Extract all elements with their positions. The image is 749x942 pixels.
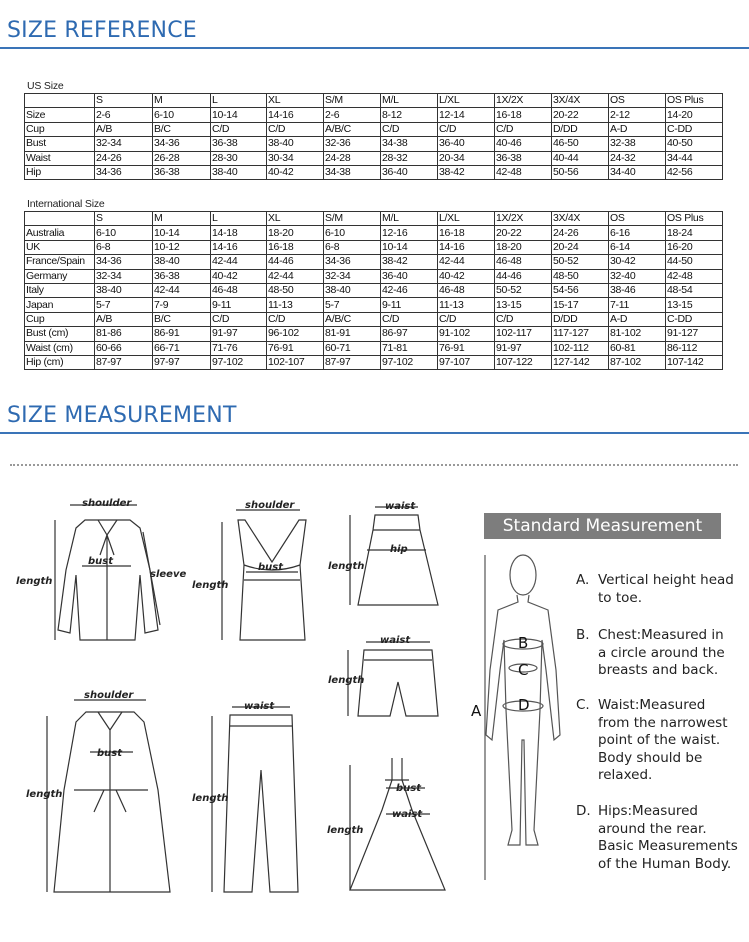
table-row: [25, 255, 723, 269]
table-row-label: Bust (cm): [25, 327, 95, 341]
table-row: [25, 283, 723, 297]
table-header-cell: M: [153, 94, 211, 108]
table-header-cell: L: [211, 212, 267, 226]
note-line: from the narrowest: [598, 714, 728, 731]
table-cell: C/D: [381, 312, 438, 326]
table-cell: 28-30: [211, 151, 267, 165]
size-measurement-title: SIZE MEASUREMENT: [7, 403, 237, 428]
shirt-shoulder-label: shoulder: [82, 498, 132, 509]
table-cell: 86-112: [666, 341, 723, 355]
table-cell: 60-66: [95, 341, 153, 355]
table-cell: 46-50: [552, 137, 609, 151]
table-header-cell: S: [95, 212, 153, 226]
table-cell: 40-42: [211, 269, 267, 283]
size-reference-title: SIZE REFERENCE: [7, 18, 197, 43]
table-row-label: Germany: [25, 269, 95, 283]
table-cell: 13-15: [666, 298, 723, 312]
trousers-illustration: [192, 701, 298, 892]
shirt-illustration: [16, 498, 186, 640]
table-row: [25, 355, 723, 369]
table-header-cell: S/M: [324, 94, 381, 108]
shirt-bust-label: bust: [88, 556, 114, 567]
table-cell: 46-48: [211, 283, 267, 297]
table-cell: A-D: [609, 312, 666, 326]
dress-waist-label: waist: [392, 809, 423, 820]
table-cell: C/D: [495, 312, 552, 326]
note-a: [576, 572, 746, 607]
table-header-cell: [25, 212, 95, 226]
table-cell: 8-12: [381, 108, 438, 122]
table-cell: 24-26: [95, 151, 153, 165]
table-cell: 5-7: [324, 298, 381, 312]
table-cell: 42-44: [267, 269, 324, 283]
table-cell: C-DD: [666, 122, 723, 136]
table-cell: 9-11: [211, 298, 267, 312]
table-cell: 87-97: [95, 355, 153, 369]
table-cell: 42-44: [153, 283, 211, 297]
table-row: [25, 122, 723, 136]
skirt-illustration: [328, 501, 438, 605]
table-cell: 36-38: [153, 165, 211, 179]
table-cell: 50-52: [552, 255, 609, 269]
table-cell: 38-46: [609, 283, 666, 297]
table-cell: 28-32: [381, 151, 438, 165]
note-line: Hips:Measured: [598, 803, 698, 819]
table-cell: 38-40: [153, 255, 211, 269]
table-cell: 102-112: [552, 341, 609, 355]
note-b: [576, 627, 746, 680]
table-cell: 7-9: [153, 298, 211, 312]
table-cell: 13-15: [495, 298, 552, 312]
table-cell: 10-14: [211, 108, 267, 122]
vest-illustration: [192, 500, 306, 640]
table-cell: 32-36: [324, 137, 381, 151]
note-line: Waist:Measured: [598, 697, 706, 713]
body-outline: [486, 595, 560, 845]
table-cell: 97-102: [381, 355, 438, 369]
marker-c: C: [518, 661, 529, 679]
skirt-hip-label: hip: [390, 544, 408, 555]
table-cell: 86-97: [381, 327, 438, 341]
head-shape: [510, 555, 536, 595]
note-key: B.: [576, 627, 590, 643]
table-row: [25, 151, 723, 165]
marker-b: B: [518, 634, 529, 652]
table-cell: C/D: [211, 122, 267, 136]
table-cell: A/B/C: [324, 122, 381, 136]
table-cell: 44-50: [666, 255, 723, 269]
table-cell: 18-20: [495, 240, 552, 254]
table-cell: 40-42: [438, 269, 495, 283]
table-cell: 36-38: [153, 269, 211, 283]
table-cell: 81-91: [324, 327, 381, 341]
table-cell: 32-38: [609, 137, 666, 151]
table-cell: 16-20: [666, 240, 723, 254]
dress-length-label: length: [327, 825, 364, 836]
standard-measurement-title: Standard Measurement: [484, 513, 721, 539]
table-cell: 42-44: [438, 255, 495, 269]
table-cell: 38-40: [211, 165, 267, 179]
table-cell: 38-40: [267, 137, 324, 151]
table-cell: 76-91: [438, 341, 495, 355]
table-cell: 11-13: [267, 298, 324, 312]
shorts-waist-label: waist: [380, 635, 411, 646]
table-cell: 81-86: [95, 327, 153, 341]
table-cell: C/D: [438, 122, 495, 136]
table-cell: A/B/C: [324, 312, 381, 326]
dotted-separator: [10, 464, 738, 466]
table-row: [25, 341, 723, 355]
table-cell: 76-91: [267, 341, 324, 355]
table-cell: 6-10: [95, 226, 153, 240]
dress-illustration: [327, 758, 445, 890]
note-line: relaxed.: [598, 767, 653, 783]
table-cell: 14-16: [211, 240, 267, 254]
table-cell: 18-20: [267, 226, 324, 240]
table-cell: 66-71: [153, 341, 211, 355]
shorts-length-label: length: [328, 675, 365, 686]
table-cell: 40-50: [666, 137, 723, 151]
table-row: [25, 240, 723, 254]
table-cell: 40-44: [552, 151, 609, 165]
table-header-cell: L/XL: [438, 212, 495, 226]
table-header-row: [25, 94, 723, 108]
table-header-cell: OS Plus: [666, 94, 723, 108]
garment-illustrations: [0, 470, 480, 910]
table-cell: 16-18: [267, 240, 324, 254]
table-cell: 48-50: [552, 269, 609, 283]
table-cell: C/D: [211, 312, 267, 326]
table-cell: 91-102: [438, 327, 495, 341]
table-row-label: Waist: [25, 151, 95, 165]
note-line: Body should be: [598, 749, 703, 766]
table-cell: 87-102: [609, 355, 666, 369]
table-cell: 91-127: [666, 327, 723, 341]
table-cell: 24-28: [324, 151, 381, 165]
table-cell: 38-42: [438, 165, 495, 179]
table-row-label: Bust: [25, 137, 95, 151]
table-cell: 10-14: [381, 240, 438, 254]
table-cell: 30-34: [267, 151, 324, 165]
table-cell: B/C: [153, 122, 211, 136]
table-cell: B/C: [153, 312, 211, 326]
table-cell: 40-42: [267, 165, 324, 179]
table-cell: 42-48: [666, 269, 723, 283]
table-cell: 32-34: [95, 269, 153, 283]
international-size-caption: International Size: [27, 198, 105, 210]
table-cell: 6-10: [153, 108, 211, 122]
table-header-cell: L: [211, 94, 267, 108]
marker-a: A: [471, 702, 482, 720]
table-cell: 38-40: [324, 283, 381, 297]
trousers-waist-label: waist: [244, 701, 275, 712]
table-header-cell: 1X/2X: [495, 94, 552, 108]
table-cell: 36-38: [495, 151, 552, 165]
table-cell: 117-127: [552, 327, 609, 341]
table-cell: 6-14: [609, 240, 666, 254]
table-row-label: Hip (cm): [25, 355, 95, 369]
table-cell: 34-36: [95, 165, 153, 179]
table-cell: 42-56: [666, 165, 723, 179]
table-cell: 24-32: [609, 151, 666, 165]
table-cell: A/B: [95, 312, 153, 326]
table-cell: 91-97: [211, 327, 267, 341]
table-header-cell: M: [153, 212, 211, 226]
table-cell: 60-71: [324, 341, 381, 355]
table-row-label: Waist (cm): [25, 341, 95, 355]
table-cell: 97-107: [438, 355, 495, 369]
table-cell: 10-12: [153, 240, 211, 254]
table-cell: 20-24: [552, 240, 609, 254]
us-size-caption: US Size: [27, 80, 64, 92]
table-header-cell: 1X/2X: [495, 212, 552, 226]
note-line: point of the waist.: [598, 732, 721, 748]
coat-bust-label: bust: [97, 748, 123, 759]
coat-length-label: length: [26, 789, 63, 800]
table-cell: C/D: [267, 312, 324, 326]
table-cell: 14-18: [211, 226, 267, 240]
coat-illustration: [26, 690, 170, 892]
table-row: [25, 226, 723, 240]
table-row-label: Cup: [25, 312, 95, 326]
table-cell: 107-122: [495, 355, 552, 369]
table-cell: 97-102: [211, 355, 267, 369]
table-cell: 44-46: [495, 269, 552, 283]
table-cell: 42-48: [495, 165, 552, 179]
table-cell: 2-12: [609, 108, 666, 122]
note-line: a circle around the: [598, 644, 725, 661]
table-cell: 2-6: [324, 108, 381, 122]
note-line: Vertical height head: [598, 572, 734, 588]
table-cell: 34-38: [324, 165, 381, 179]
note-line: breasts and back.: [598, 662, 719, 678]
table-row-label: Australia: [25, 226, 95, 240]
table-row: [25, 108, 723, 122]
table-row: [25, 298, 723, 312]
table-row-label: Italy: [25, 283, 95, 297]
table-header-cell: OS Plus: [666, 212, 723, 226]
shirt-sleeve-label: sleeve: [150, 569, 187, 580]
table-cell: 48-54: [666, 283, 723, 297]
shirt-length-label: length: [16, 576, 53, 587]
table-cell: 42-44: [211, 255, 267, 269]
table-cell: 7-11: [609, 298, 666, 312]
table-header-cell: 3X/4X: [552, 212, 609, 226]
note-line: of the Human Body.: [598, 855, 732, 872]
table-cell: 6-10: [324, 226, 381, 240]
table-cell: 16-18: [495, 108, 552, 122]
note-key: A.: [576, 572, 590, 588]
table-cell: 32-34: [95, 137, 153, 151]
body-figure: [460, 540, 570, 900]
table-cell: 96-102: [267, 327, 324, 341]
table-cell: 24-26: [552, 226, 609, 240]
international-size-table: [24, 211, 723, 370]
table-cell: 102-107: [267, 355, 324, 369]
table-cell: 12-14: [438, 108, 495, 122]
table-cell: 32-34: [324, 269, 381, 283]
table-cell: C/D: [381, 122, 438, 136]
table-cell: 50-56: [552, 165, 609, 179]
coat-shoulder-label: shoulder: [84, 690, 134, 701]
table-cell: 60-81: [609, 341, 666, 355]
table-header-cell: M/L: [381, 212, 438, 226]
table-cell: 6-8: [95, 240, 153, 254]
table-cell: 36-40: [438, 137, 495, 151]
table-cell: 34-36: [324, 255, 381, 269]
table-row: [25, 165, 723, 179]
table-row: [25, 269, 723, 283]
table-row-label: Japan: [25, 298, 95, 312]
table-cell: 38-42: [381, 255, 438, 269]
note-d: [576, 803, 746, 873]
table-row: [25, 312, 723, 326]
table-cell: 20-22: [495, 226, 552, 240]
table-row-label: Cup: [25, 122, 95, 136]
section-divider: [0, 47, 749, 49]
marker-d: D: [518, 696, 530, 714]
note-line: Basic Measurements: [598, 838, 738, 854]
table-cell: 71-76: [211, 341, 267, 355]
note-line: around the rear.: [598, 820, 707, 837]
table-cell: C/D: [495, 122, 552, 136]
table-cell: 6-8: [324, 240, 381, 254]
table-cell: 91-97: [495, 341, 552, 355]
table-header-cell: M/L: [381, 94, 438, 108]
note-key: D.: [576, 803, 591, 819]
table-cell: 6-16: [609, 226, 666, 240]
table-cell: 34-36: [95, 255, 153, 269]
table-cell: 18-24: [666, 226, 723, 240]
table-row-label: UK: [25, 240, 95, 254]
table-cell: 30-42: [609, 255, 666, 269]
table-cell: 81-102: [609, 327, 666, 341]
table-row: [25, 137, 723, 151]
table-cell: 71-81: [381, 341, 438, 355]
table-cell: 54-56: [552, 283, 609, 297]
table-cell: A/B: [95, 122, 153, 136]
table-cell: 46-48: [438, 283, 495, 297]
table-cell: 97-97: [153, 355, 211, 369]
table-cell: 87-97: [324, 355, 381, 369]
note-key: C.: [576, 697, 590, 713]
table-cell: 34-38: [381, 137, 438, 151]
table-cell: 48-50: [267, 283, 324, 297]
table-row-label: Hip: [25, 165, 95, 179]
table-cell: 20-34: [438, 151, 495, 165]
table-cell: 36-38: [211, 137, 267, 151]
table-cell: 38-40: [95, 283, 153, 297]
trousers-length-label: length: [192, 793, 229, 804]
table-cell: 34-44: [666, 151, 723, 165]
table-cell: 44-46: [267, 255, 324, 269]
table-cell: 46-48: [495, 255, 552, 269]
table-cell: 36-40: [381, 269, 438, 283]
table-cell: 50-52: [495, 283, 552, 297]
shorts-illustration: [328, 635, 438, 716]
table-cell: 40-46: [495, 137, 552, 151]
table-cell: 34-40: [609, 165, 666, 179]
skirt-waist-label: waist: [385, 501, 416, 512]
table-cell: 2-6: [95, 108, 153, 122]
table-cell: 14-20: [666, 108, 723, 122]
table-header-row: [25, 212, 723, 226]
table-cell: 9-11: [381, 298, 438, 312]
table-cell: 26-28: [153, 151, 211, 165]
table-cell: D/DD: [552, 122, 609, 136]
note-line: Chest:Measured in: [598, 627, 724, 643]
table-cell: 36-40: [381, 165, 438, 179]
table-header-cell: OS: [609, 212, 666, 226]
vest-bust-label: bust: [258, 562, 284, 573]
table-cell: C/D: [267, 122, 324, 136]
table-cell: 14-16: [438, 240, 495, 254]
table-cell: D/DD: [552, 312, 609, 326]
table-cell: 15-17: [552, 298, 609, 312]
table-cell: 10-14: [153, 226, 211, 240]
table-row: [25, 327, 723, 341]
skirt-length-label: length: [328, 561, 365, 572]
section-divider: [0, 432, 749, 434]
vest-length-label: length: [192, 580, 229, 591]
table-header-cell: S: [95, 94, 153, 108]
table-cell: C/D: [438, 312, 495, 326]
table-header-cell: [25, 94, 95, 108]
table-cell: 20-22: [552, 108, 609, 122]
note-line: to toe.: [598, 589, 642, 606]
vest-shoulder-label: shoulder: [245, 500, 295, 511]
table-cell: 42-46: [381, 283, 438, 297]
table-header-cell: S/M: [324, 212, 381, 226]
table-cell: 107-142: [666, 355, 723, 369]
table-cell: 12-16: [381, 226, 438, 240]
table-header-cell: L/XL: [438, 94, 495, 108]
table-cell: 127-142: [552, 355, 609, 369]
table-header-cell: XL: [267, 94, 324, 108]
table-cell: 32-40: [609, 269, 666, 283]
table-cell: 34-36: [153, 137, 211, 151]
table-cell: 5-7: [95, 298, 153, 312]
table-cell: C-DD: [666, 312, 723, 326]
table-row-label: Size: [25, 108, 95, 122]
table-cell: 102-117: [495, 327, 552, 341]
table-cell: 11-13: [438, 298, 495, 312]
table-header-cell: XL: [267, 212, 324, 226]
table-cell: 14-16: [267, 108, 324, 122]
table-cell: 86-91: [153, 327, 211, 341]
table-row-label: France/Spain: [25, 255, 95, 269]
table-cell: 16-18: [438, 226, 495, 240]
dress-bust-label: bust: [396, 783, 422, 794]
us-size-table: [24, 93, 723, 180]
table-header-cell: OS: [609, 94, 666, 108]
table-cell: A-D: [609, 122, 666, 136]
note-c: [576, 697, 746, 785]
table-header-cell: 3X/4X: [552, 94, 609, 108]
